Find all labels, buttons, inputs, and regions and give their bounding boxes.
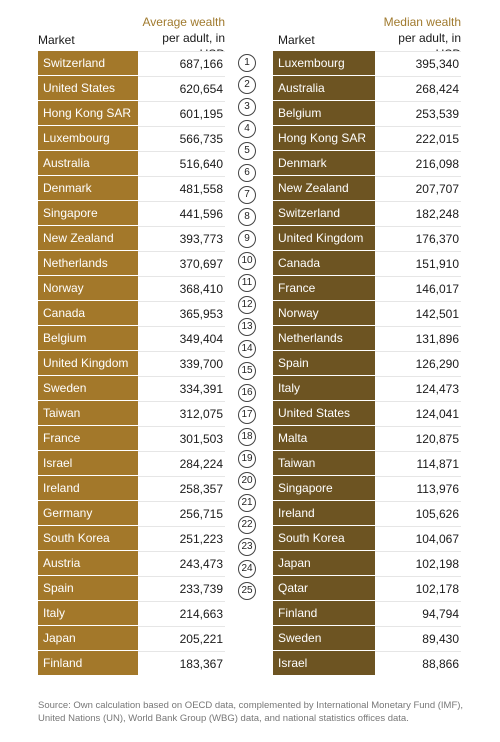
rank-badge: 17 [238, 406, 256, 424]
average-wealth-table-row [38, 251, 225, 275]
average-wealth-table-row [38, 326, 225, 350]
median-wealth-table-row [273, 376, 461, 400]
median-wealth-value-cell: 114,871 [375, 451, 461, 475]
median-wealth-market-cell: Italy [273, 376, 375, 400]
average-wealth-value-cell: 251,223 [138, 526, 225, 550]
average-wealth-value-cell: 256,715 [138, 501, 225, 525]
average-wealth-value-cell: 393,773 [138, 226, 225, 250]
median-wealth-table-row [273, 226, 461, 250]
average-wealth-value-cell: 334,391 [138, 376, 225, 400]
average-wealth-table-row [38, 376, 225, 400]
median-wealth-table-row [273, 551, 461, 575]
rank-badge: 16 [238, 384, 256, 402]
median-wealth-value-cell: 207,707 [375, 176, 461, 200]
rank-badge: 4 [238, 120, 256, 138]
average-wealth-market-cell: Italy [38, 601, 138, 625]
median-wealth-table-row [273, 651, 461, 675]
average-wealth-market-cell: Taiwan [38, 401, 138, 425]
rank-badge: 24 [238, 560, 256, 578]
left-value-header-line2: per adult, in [162, 31, 225, 45]
average-wealth-market-cell: Singapore [38, 201, 138, 225]
median-wealth-market-cell: Netherlands [273, 326, 375, 350]
median-wealth-market-cell: Hong Kong SAR [273, 126, 375, 150]
average-wealth-market-cell: Hong Kong SAR [38, 101, 138, 125]
median-wealth-table-row [273, 176, 461, 200]
median-wealth-value-cell: 182,248 [375, 201, 461, 225]
rank-badge: 9 [238, 230, 256, 248]
average-wealth-table-row [38, 76, 225, 100]
source-note: Source: Own calculation based on OECD data, complemented by International Monetary Fund (IMF), United Nations (UN), World Bank Group (WBG) data, and national statistics offices data. [38, 700, 464, 724]
left-value-header-line1: Average wealth [142, 15, 225, 29]
median-wealth-value-cell: 89,430 [375, 626, 461, 650]
average-wealth-table-row [38, 651, 225, 675]
median-wealth-table-row [273, 76, 461, 100]
rank-badge: 6 [238, 164, 256, 182]
average-wealth-value-cell: 284,224 [138, 451, 225, 475]
median-wealth-table [273, 51, 461, 676]
median-wealth-table-row [273, 326, 461, 350]
rank-badge: 22 [238, 516, 256, 534]
average-wealth-table-row [38, 526, 225, 550]
average-wealth-table-row [38, 451, 225, 475]
median-wealth-table-row [273, 501, 461, 525]
average-wealth-value-cell: 349,404 [138, 326, 225, 350]
median-wealth-value-cell: 222,015 [375, 126, 461, 150]
rank-badge: 25 [238, 582, 256, 600]
median-wealth-market-cell: Australia [273, 76, 375, 100]
average-wealth-value-cell: 370,697 [138, 251, 225, 275]
average-wealth-value-cell: 214,663 [138, 601, 225, 625]
average-wealth-table-row [38, 176, 225, 200]
average-wealth-table-row [38, 276, 225, 300]
median-wealth-table-row [273, 426, 461, 450]
rank-badge: 10 [238, 252, 256, 270]
median-wealth-value-cell: 105,626 [375, 501, 461, 525]
average-wealth-market-cell: Norway [38, 276, 138, 300]
average-wealth-market-cell: Austria [38, 551, 138, 575]
median-wealth-market-cell: Finland [273, 601, 375, 625]
median-wealth-value-cell: 131,896 [375, 326, 461, 350]
average-wealth-table-row [38, 426, 225, 450]
average-wealth-table-row [38, 576, 225, 600]
median-wealth-market-cell: South Korea [273, 526, 375, 550]
median-wealth-market-cell: Qatar [273, 576, 375, 600]
median-wealth-market-cell: France [273, 276, 375, 300]
median-wealth-value-cell: 126,290 [375, 351, 461, 375]
average-wealth-market-cell: Luxembourg [38, 126, 138, 150]
median-wealth-table-row [273, 526, 461, 550]
average-wealth-value-cell: 516,640 [138, 151, 225, 175]
average-wealth-value-cell: 365,953 [138, 301, 225, 325]
left-market-header-text: Market [38, 33, 75, 47]
median-wealth-table-row [273, 126, 461, 150]
median-wealth-value-cell: 113,976 [375, 476, 461, 500]
average-wealth-value-cell: 601,195 [138, 101, 225, 125]
median-wealth-value-cell: 124,041 [375, 401, 461, 425]
median-wealth-market-cell: Israel [273, 651, 375, 675]
average-wealth-market-cell: United States [38, 76, 138, 100]
rank-badge: 3 [238, 98, 256, 116]
median-wealth-market-cell: United Kingdom [273, 226, 375, 250]
median-wealth-value-cell: 88,866 [375, 651, 461, 675]
median-wealth-market-cell: New Zealand [273, 176, 375, 200]
median-wealth-table-row [273, 301, 461, 325]
median-wealth-table-row [273, 451, 461, 475]
average-wealth-table-row [38, 601, 225, 625]
median-wealth-value-cell: 142,501 [375, 301, 461, 325]
average-wealth-table-row [38, 101, 225, 125]
average-wealth-value-cell: 312,075 [138, 401, 225, 425]
left-market-header [38, 32, 75, 48]
median-wealth-market-cell: Luxembourg [273, 51, 375, 75]
median-wealth-table-row [273, 476, 461, 500]
average-wealth-table-row [38, 51, 225, 75]
rank-badge: 14 [238, 340, 256, 358]
median-wealth-market-cell: Switzerland [273, 201, 375, 225]
median-wealth-market-cell: Japan [273, 551, 375, 575]
rank-badge: 11 [238, 274, 256, 292]
average-wealth-table-row [38, 626, 225, 650]
average-wealth-value-cell: 339,700 [138, 351, 225, 375]
rank-column [238, 51, 256, 604]
median-wealth-market-cell: Canada [273, 251, 375, 275]
average-wealth-market-cell: Netherlands [38, 251, 138, 275]
median-wealth-table-row [273, 276, 461, 300]
average-wealth-table [38, 51, 225, 676]
rank-badge: 12 [238, 296, 256, 314]
average-wealth-value-cell: 301,503 [138, 426, 225, 450]
rank-badge: 2 [238, 76, 256, 94]
median-wealth-market-cell: Ireland [273, 501, 375, 525]
median-wealth-table-row [273, 251, 461, 275]
average-wealth-market-cell: Denmark [38, 176, 138, 200]
median-wealth-value-cell: 176,370 [375, 226, 461, 250]
average-wealth-market-cell: Israel [38, 451, 138, 475]
average-wealth-table-row [38, 201, 225, 225]
average-wealth-value-cell: 566,735 [138, 126, 225, 150]
average-wealth-market-cell: Germany [38, 501, 138, 525]
median-wealth-table-row [273, 401, 461, 425]
median-wealth-table-row [273, 576, 461, 600]
median-wealth-value-cell: 395,340 [375, 51, 461, 75]
median-wealth-market-cell: Singapore [273, 476, 375, 500]
median-wealth-market-cell: Denmark [273, 151, 375, 175]
average-wealth-value-cell: 620,654 [138, 76, 225, 100]
average-wealth-market-cell: Sweden [38, 376, 138, 400]
median-wealth-market-cell: Malta [273, 426, 375, 450]
average-wealth-value-cell: 441,596 [138, 201, 225, 225]
average-wealth-market-cell: Ireland [38, 476, 138, 500]
rank-badge: 18 [238, 428, 256, 446]
median-wealth-market-cell: Belgium [273, 101, 375, 125]
rank-badge: 5 [238, 142, 256, 160]
average-wealth-value-cell: 258,357 [138, 476, 225, 500]
median-wealth-market-cell: Spain [273, 351, 375, 375]
average-wealth-table-row [38, 551, 225, 575]
median-wealth-value-cell: 151,910 [375, 251, 461, 275]
median-wealth-value-cell: 102,198 [375, 551, 461, 575]
average-wealth-value-cell: 233,739 [138, 576, 225, 600]
median-wealth-table-row [273, 351, 461, 375]
median-wealth-table-row [273, 151, 461, 175]
average-wealth-market-cell: Canada [38, 301, 138, 325]
average-wealth-market-cell: United Kingdom [38, 351, 138, 375]
right-market-header-text: Market [278, 33, 315, 47]
rank-badge: 19 [238, 450, 256, 468]
median-wealth-table-row [273, 101, 461, 125]
average-wealth-market-cell: Japan [38, 626, 138, 650]
average-wealth-value-cell: 243,473 [138, 551, 225, 575]
average-wealth-table-row [38, 301, 225, 325]
right-value-header-line2: per adult, in [398, 31, 461, 45]
average-wealth-table-row [38, 151, 225, 175]
median-wealth-table-row [273, 626, 461, 650]
rank-badge: 23 [238, 538, 256, 556]
median-wealth-value-cell: 268,424 [375, 76, 461, 100]
rank-badge: 1 [238, 54, 256, 72]
average-wealth-market-cell: South Korea [38, 526, 138, 550]
average-wealth-value-cell: 183,367 [138, 651, 225, 675]
right-value-header-line1: Median wealth [383, 15, 461, 29]
median-wealth-value-cell: 94,794 [375, 601, 461, 625]
rank-badge: 8 [238, 208, 256, 226]
average-wealth-market-cell: Switzerland [38, 51, 138, 75]
median-wealth-value-cell: 124,473 [375, 376, 461, 400]
average-wealth-market-cell: Spain [38, 576, 138, 600]
median-wealth-value-cell: 146,017 [375, 276, 461, 300]
average-wealth-table-row [38, 351, 225, 375]
rank-badge: 21 [238, 494, 256, 512]
median-wealth-market-cell: United States [273, 401, 375, 425]
average-wealth-market-cell: Australia [38, 151, 138, 175]
average-wealth-table-row [38, 501, 225, 525]
average-wealth-table-row [38, 126, 225, 150]
average-wealth-market-cell: France [38, 426, 138, 450]
average-wealth-value-cell: 687,166 [138, 51, 225, 75]
average-wealth-value-cell: 368,410 [138, 276, 225, 300]
median-wealth-table-row [273, 51, 461, 75]
rank-badge: 15 [238, 362, 256, 380]
average-wealth-table-row [38, 226, 225, 250]
average-wealth-table-row [38, 476, 225, 500]
right-market-header [278, 32, 315, 48]
median-wealth-market-cell: Norway [273, 301, 375, 325]
rank-badge: 7 [238, 186, 256, 204]
median-wealth-market-cell: Sweden [273, 626, 375, 650]
median-wealth-value-cell: 216,098 [375, 151, 461, 175]
rank-badge: 20 [238, 472, 256, 490]
median-wealth-value-cell: 102,178 [375, 576, 461, 600]
average-wealth-value-cell: 481,558 [138, 176, 225, 200]
median-wealth-value-cell: 253,539 [375, 101, 461, 125]
median-wealth-value-cell: 120,875 [375, 426, 461, 450]
average-wealth-market-cell: Belgium [38, 326, 138, 350]
average-wealth-table-row [38, 401, 225, 425]
rank-badge: 13 [238, 318, 256, 336]
median-wealth-value-cell: 104,067 [375, 526, 461, 550]
median-wealth-market-cell: Taiwan [273, 451, 375, 475]
average-wealth-market-cell: Finland [38, 651, 138, 675]
median-wealth-table-row [273, 201, 461, 225]
median-wealth-table-row [273, 601, 461, 625]
average-wealth-market-cell: New Zealand [38, 226, 138, 250]
average-wealth-value-cell: 205,221 [138, 626, 225, 650]
